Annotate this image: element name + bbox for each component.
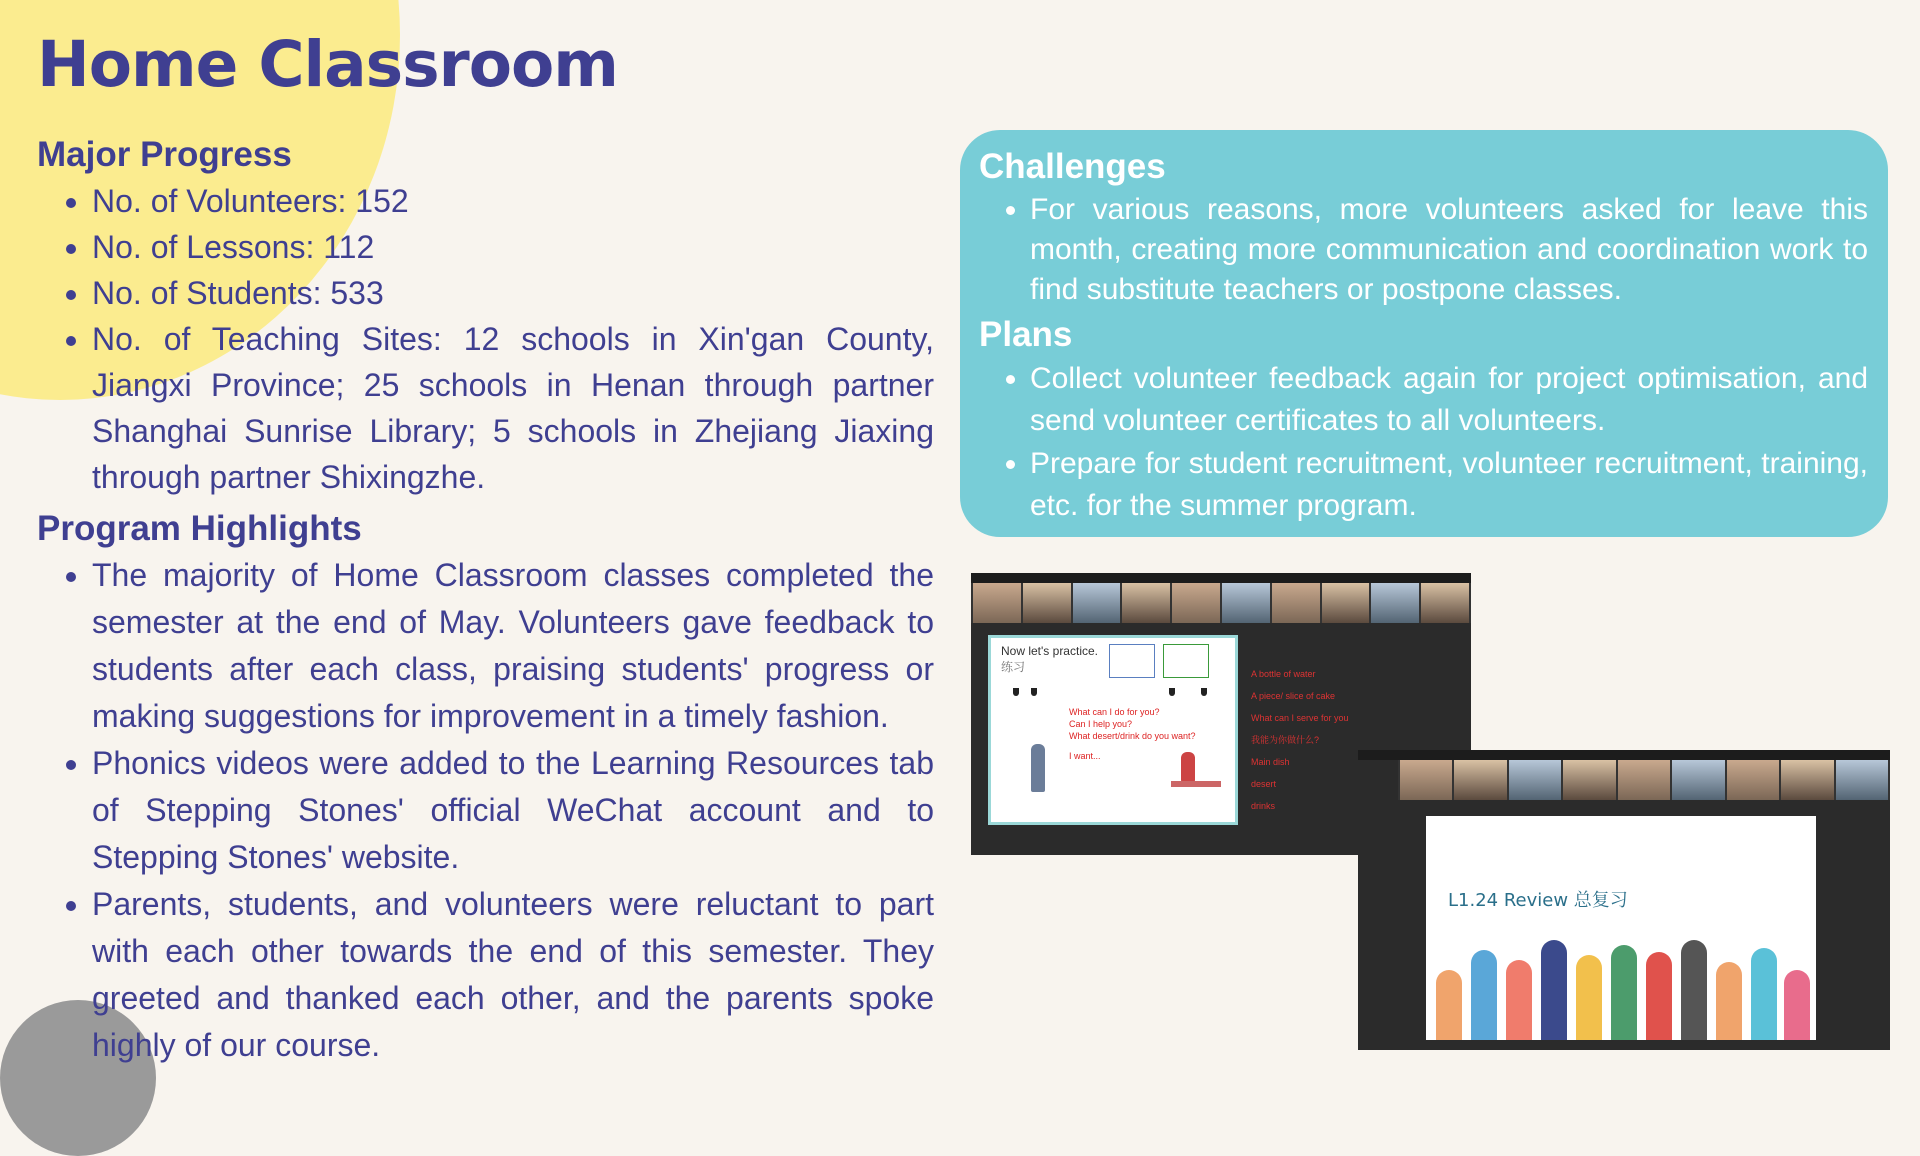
lamp-icon bbox=[1013, 688, 1019, 696]
video-thumbnails bbox=[971, 583, 1471, 623]
participant-video bbox=[1727, 760, 1779, 800]
window-titlebar bbox=[971, 573, 1471, 583]
progress-heading: Major Progress bbox=[37, 135, 292, 174]
challenges-plans-panel bbox=[960, 130, 1888, 537]
slide-title: L1.24 Review 总复习 bbox=[1448, 890, 1628, 911]
plan-item: • Prepare for student recruitment, volunteer recruitment, training, etc. for the summer program. bbox=[1030, 443, 1868, 527]
progress-item: • No. of Lessons: 112 bbox=[92, 224, 934, 270]
participant-video bbox=[973, 583, 1021, 623]
progress-list bbox=[37, 178, 934, 500]
participant-video bbox=[1400, 760, 1452, 800]
customer-figure bbox=[1181, 752, 1195, 782]
progress-item: • No. of Teaching Sites: 12 schools in Xin'gan County, Jiangxi Province; 25 schools in Henan through partner Shanghai Sunrise Library; 5 schools in Zhejiang Jiaxing through partner Shixingzhe. bbox=[92, 316, 934, 500]
plan-item: • Collect volunteer feedback again for project optimisation, and send volunteer certificates to all volunteers. bbox=[1030, 358, 1868, 442]
participant-video bbox=[1509, 760, 1561, 800]
online-class-screenshot-2 bbox=[1358, 750, 1890, 1050]
lamp-icon bbox=[1169, 688, 1175, 696]
highlight-item: • Parents, students, and volunteers were reluctant to part with each other towards the end of this semester. They greeted and thanked each other, and the parents spoke highly of our course. bbox=[92, 881, 934, 1069]
page-title: Home Classroom bbox=[37, 28, 618, 101]
participant-video bbox=[1781, 760, 1833, 800]
slide-title: Now let's practice. 练习 bbox=[1001, 644, 1098, 674]
highlight-item: • The majority of Home Classroom classes completed the semester at the end of May. Volunteers gave feedback to students after each class, praising students' progress or making suggestions for improvement in a timely fashion. bbox=[92, 552, 934, 740]
highlights-heading: Program Highlights bbox=[37, 509, 362, 548]
participant-video bbox=[1371, 583, 1419, 623]
table-shape bbox=[1171, 781, 1221, 787]
plans-heading: Plans bbox=[979, 315, 1073, 354]
window-titlebar bbox=[1358, 750, 1890, 760]
slide-notes: A bottle of water A piece/ slice of cake What can I serve for you 我能为你做什么? Main dish desert drinks bbox=[1251, 669, 1349, 811]
participant-video bbox=[1618, 760, 1670, 800]
progress-item: • No. of Students: 533 bbox=[92, 270, 934, 316]
menu-box bbox=[1163, 644, 1209, 678]
participant-video bbox=[1172, 583, 1220, 623]
menu-box bbox=[1109, 644, 1155, 678]
thumbs-up-illustration bbox=[1426, 930, 1816, 1040]
participant-video bbox=[1421, 583, 1469, 623]
participant-video bbox=[1122, 583, 1170, 623]
challenges-heading: Challenges bbox=[979, 147, 1166, 186]
lesson-slide bbox=[988, 635, 1238, 825]
participant-video bbox=[1272, 583, 1320, 623]
lamp-icon bbox=[1031, 688, 1037, 696]
participant-video bbox=[1222, 583, 1270, 623]
participant-video bbox=[1563, 760, 1615, 800]
participant-video bbox=[1836, 760, 1888, 800]
left-column bbox=[37, 132, 934, 1069]
review-slide bbox=[1426, 816, 1816, 1040]
participant-video bbox=[1454, 760, 1506, 800]
waiter-figure bbox=[1031, 744, 1045, 792]
challenge-item: • For various reasons, more volunteers asked for leave this month, creating more communication and coordination work to find substitute teachers or postpone classes. bbox=[1030, 190, 1868, 310]
highlights-list bbox=[37, 552, 934, 1069]
participant-video bbox=[1322, 583, 1370, 623]
slide-dialogue: What can I do for you? Can I help you? What desert/drink do you want? I want... bbox=[1069, 707, 1196, 761]
participant-video bbox=[1073, 583, 1121, 623]
plans-list bbox=[979, 358, 1868, 527]
participant-video bbox=[1023, 583, 1071, 623]
lamp-icon bbox=[1201, 688, 1207, 696]
highlight-item: • Phonics videos were added to the Learning Resources tab of Stepping Stones' official WeChat account and to Stepping Stones' website. bbox=[92, 740, 934, 881]
challenges-list bbox=[979, 190, 1868, 310]
video-thumbnails bbox=[1398, 760, 1890, 800]
participant-video bbox=[1672, 760, 1724, 800]
progress-item: • No. of Volunteers: 152 bbox=[92, 178, 934, 224]
